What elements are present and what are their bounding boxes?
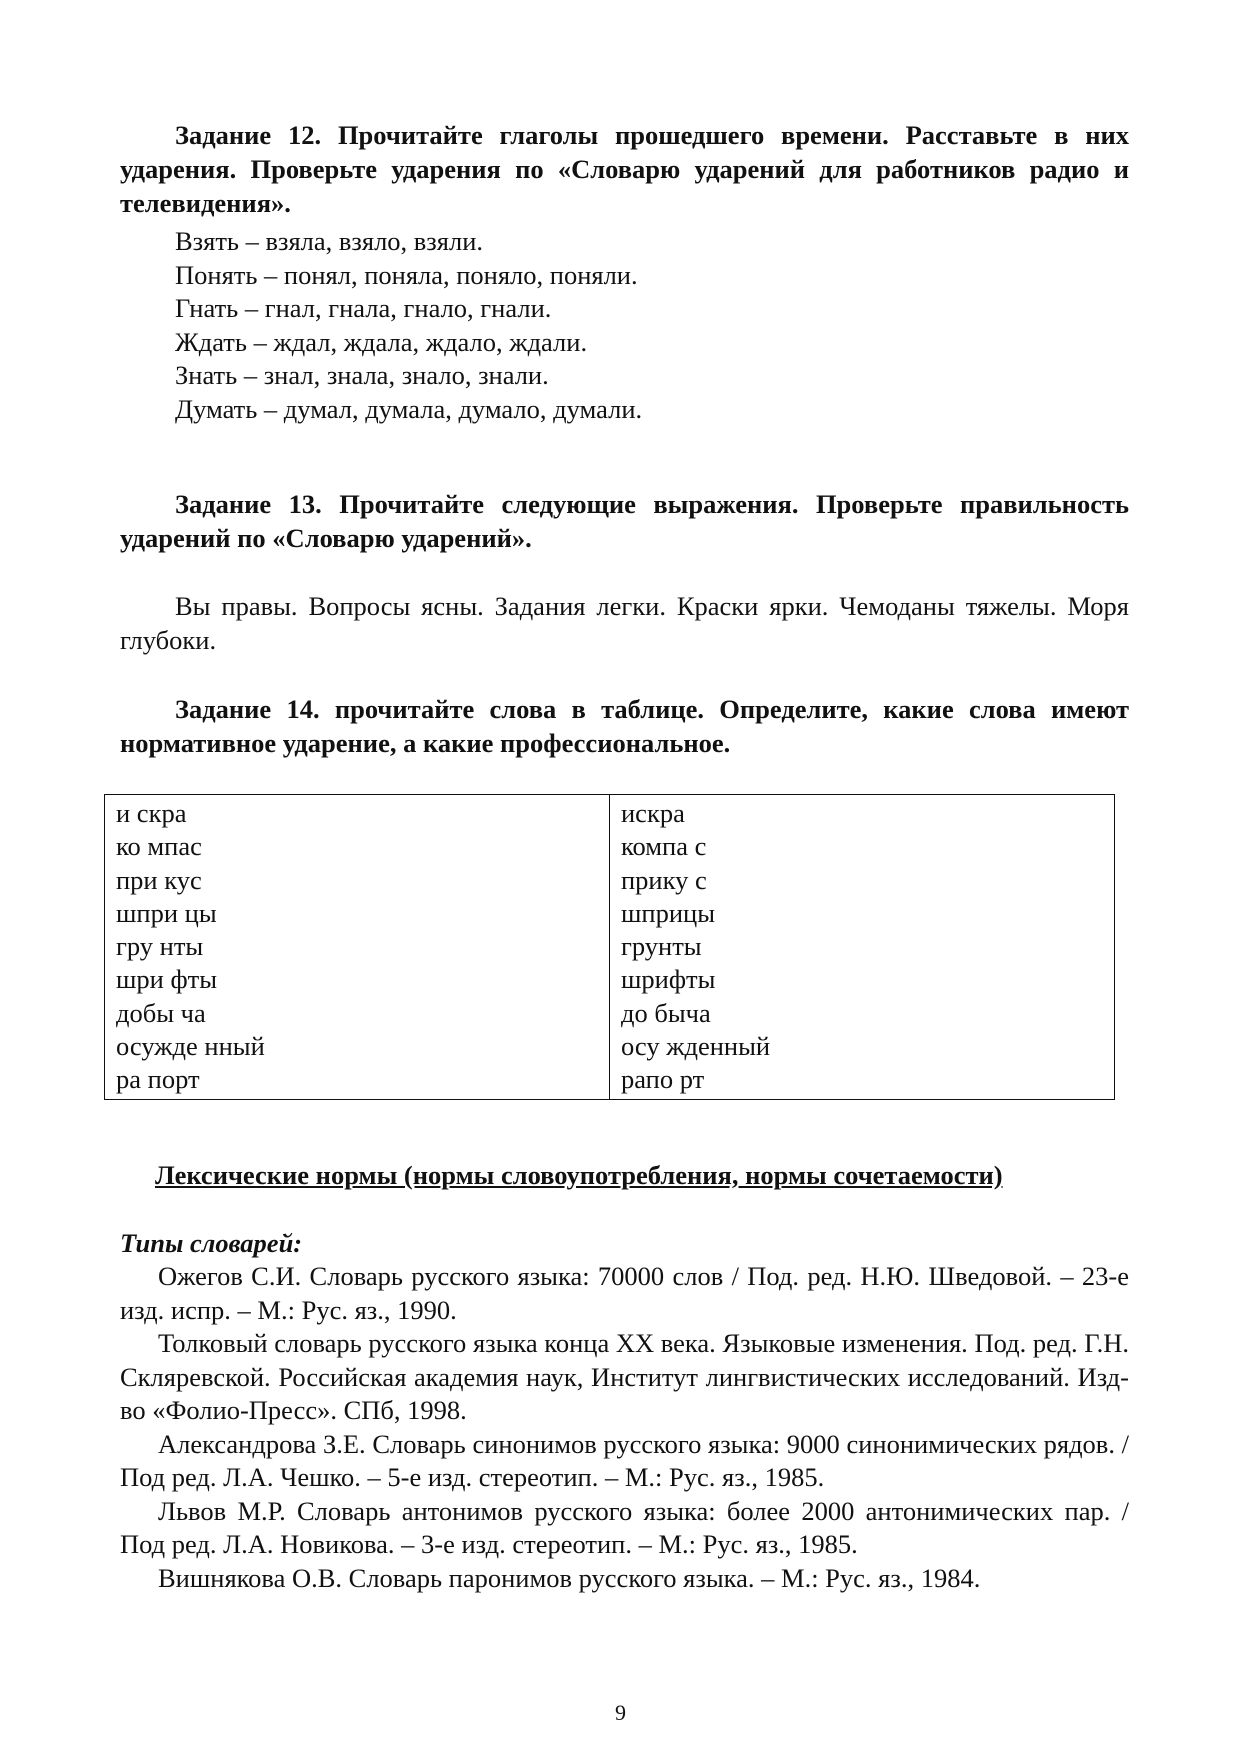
table-cell: прику с <box>621 864 707 895</box>
table-cell: добы ча <box>116 997 206 1028</box>
table-cell: при кус <box>116 864 202 895</box>
stress-table <box>104 794 1115 1100</box>
bibliography-entry: Львов М.Р. Словарь антонимов русского языка: более 2000 антонимических пар. / Под ред. Л.А. Новикова. – 3-е изд. стереотип. – М.: Рус. яз., 1985. <box>120 1495 1129 1559</box>
verb-line: Думать – думал, думала, думало, думали. <box>175 393 643 424</box>
verb-line: Знать – знал, знала, знало, знали. <box>175 360 549 390</box>
table-cell: осужде нный <box>116 1031 265 1062</box>
table-cell: компа с <box>621 831 707 862</box>
professional-column <box>610 795 1115 1100</box>
table-cell: до быча <box>621 997 711 1028</box>
bibliography-entry: Вишнякова О.В. Словарь паронимов русского языка. – М.: Рус. яз., 1984. <box>158 1562 981 1593</box>
table-cell: рапо рт <box>621 1064 705 1095</box>
table-cell: осу жденный <box>621 1031 771 1062</box>
verb-line: Понять – понял, поняла, поняло, поняли. <box>175 259 638 290</box>
task-13-title: Задание 13. Прочитайте следующие выражения. Проверьте правильность ударений по «Словарю ударений». <box>120 489 1129 553</box>
table-cell: гру нты <box>116 931 204 962</box>
table-cell: искра <box>621 798 685 828</box>
table-cell: грунты <box>621 931 702 962</box>
page-number: 9 <box>615 1700 626 1725</box>
lexical-norms-heading: Лексические нормы (нормы словоупотребления, нормы сочетаемости) <box>155 1160 1003 1190</box>
bibliography-entry: Ожегов С.И. Словарь русского языка: 70000 слов / Под. ред. Н.Ю. Шведовой. – 23-е изд. испр. – М.: Рус. яз., 1990. <box>120 1261 1129 1325</box>
verb-line: Взять – взяла, взяло, взяли. <box>175 226 483 256</box>
table-cell: ко мпас <box>116 831 202 862</box>
table-cell: шрифты <box>621 964 716 995</box>
verb-line: Ждать – ждал, ждала, ждало, ждали. <box>175 326 588 357</box>
bibliography-entry: Толковый словарь русского языка конца XX века. Языковые изменения. Под. ред. Г.Н. Скляревской. Российская академия наук, Институт лингвистических исследований. Изд-во «Фолио-Пресс». СПб, 1998. <box>120 1328 1129 1425</box>
task-13-text: Вы правы. Вопросы ясны. Задания легки. Краски ярки. Чемоданы тяжелы. Моря глубоки. <box>120 591 1129 655</box>
bibliography-entry: Александрова З.Е. Словарь синонимов русского языка: 9000 синонимических рядов. / Под ред. Л.А. Чешко. – 5-е изд. стереотип. – М.: Рус. яз., 1985. <box>120 1428 1129 1492</box>
normative-column <box>105 795 610 1100</box>
task-12-verbs <box>175 225 1075 426</box>
table-row <box>105 795 1115 1100</box>
table-cell: шприцы <box>621 897 716 928</box>
table-cell: шри фты <box>116 964 218 995</box>
table-cell: и скра <box>116 798 187 828</box>
task-12-title: Задание 12. Прочитайте глаголы прошедшего времени. Расставьте в них ударения. Проверьте ударения по «Словарю ударений для работников радио и телевидения». <box>120 120 1129 218</box>
dictionary-types-heading: Типы словарей: <box>120 1228 303 1258</box>
table-cell: ра порт <box>116 1064 200 1095</box>
table-cell: шпри цы <box>116 897 217 928</box>
task-14-title: Задание 14. прочитайте слова в таблице. Определите, какие слова имеют нормативное ударение, а какие профессиональное. <box>120 694 1129 758</box>
verb-line: Гнать – гнал, гнала, гнало, гнали. <box>175 293 552 323</box>
bibliography-list <box>120 1260 1129 1595</box>
